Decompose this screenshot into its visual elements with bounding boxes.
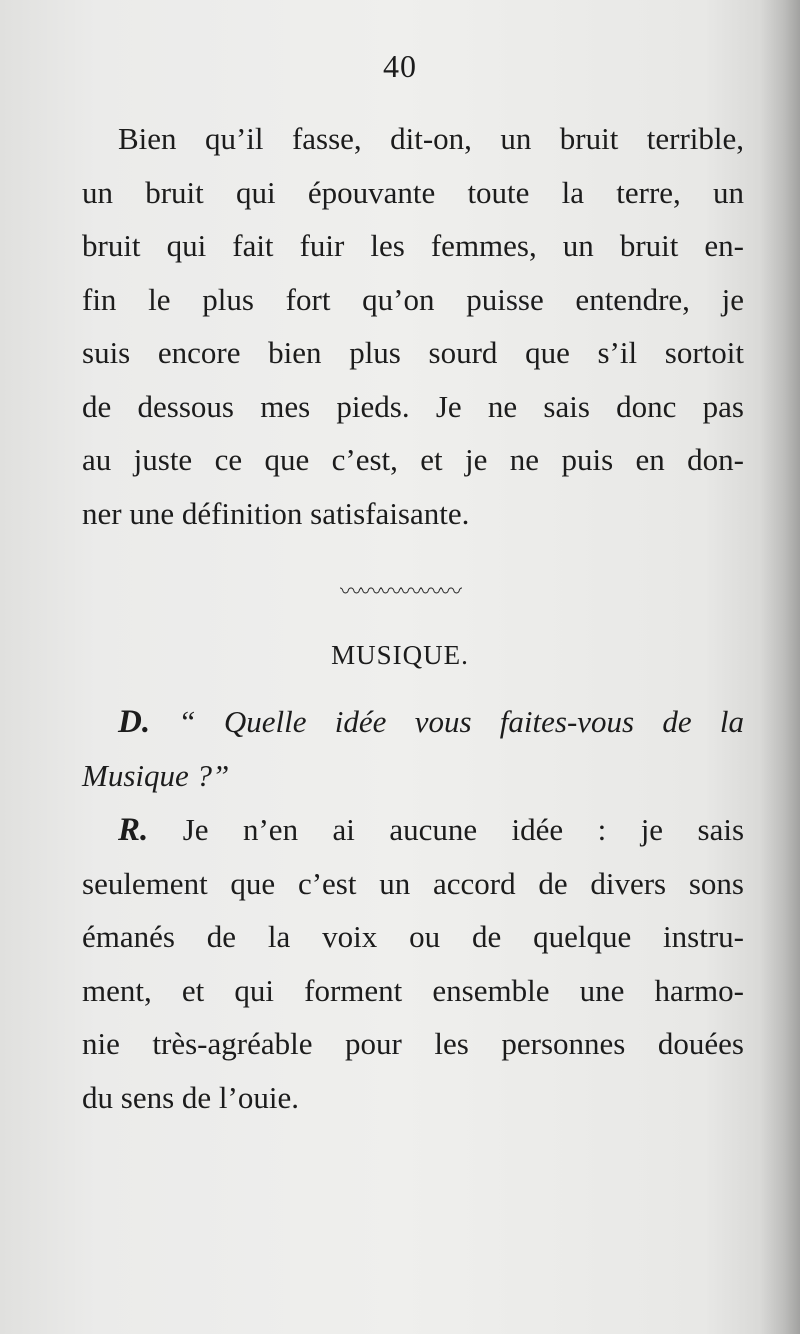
answer-line xyxy=(82,803,744,857)
text-line: au juste ce que c’est, et je ne puis en don- xyxy=(82,442,744,477)
answer-label: R. xyxy=(118,812,149,848)
page-number: 40 xyxy=(383,48,417,84)
answer-line: ment, et qui forment ensemble une harmo- xyxy=(82,972,744,1008)
answer-paragraph xyxy=(82,803,744,1124)
answer-line: émanés de la voix ou de quelque instru- xyxy=(82,919,744,954)
question-paragraph xyxy=(82,695,744,802)
answer-text: Je n’en ai aucune idée : je sais xyxy=(182,812,745,847)
text-line: Bien qu’il fasse, dit-on, un bruit terrible, xyxy=(118,121,744,156)
answer-line: nie très-agréable pour les personnes douées xyxy=(82,1026,744,1061)
text-line: suis encore bien plus sourd que s’il sortoit xyxy=(82,335,744,370)
text-line: fin le plus fort qu’on puisse entendre, je xyxy=(82,281,744,317)
question-line xyxy=(82,695,744,749)
text-line: bruit qui fait fuir les femmes, un bruit en- xyxy=(82,228,744,263)
answer-line: seulement que c’est un accord de divers sons xyxy=(82,865,744,901)
section-heading: MUSIQUE. xyxy=(331,640,469,670)
text-line: un bruit qui épouvante toute la terre, un xyxy=(82,174,744,210)
question-label: D. xyxy=(118,704,151,740)
paragraph-thunder xyxy=(82,112,744,540)
section-divider-ornament: 〰〰〰〰〰〰 xyxy=(339,579,460,604)
text-line: de dessous mes pieds. Je ne sais donc pas xyxy=(82,388,744,424)
answer-line: du sens de l’ouie. xyxy=(82,1079,299,1115)
text-line: ner une définition satisfaisante. xyxy=(82,495,470,531)
question-line: Musique ?” xyxy=(82,757,230,793)
question-text: “ Quelle idée vous faites-vous de la xyxy=(178,704,745,739)
